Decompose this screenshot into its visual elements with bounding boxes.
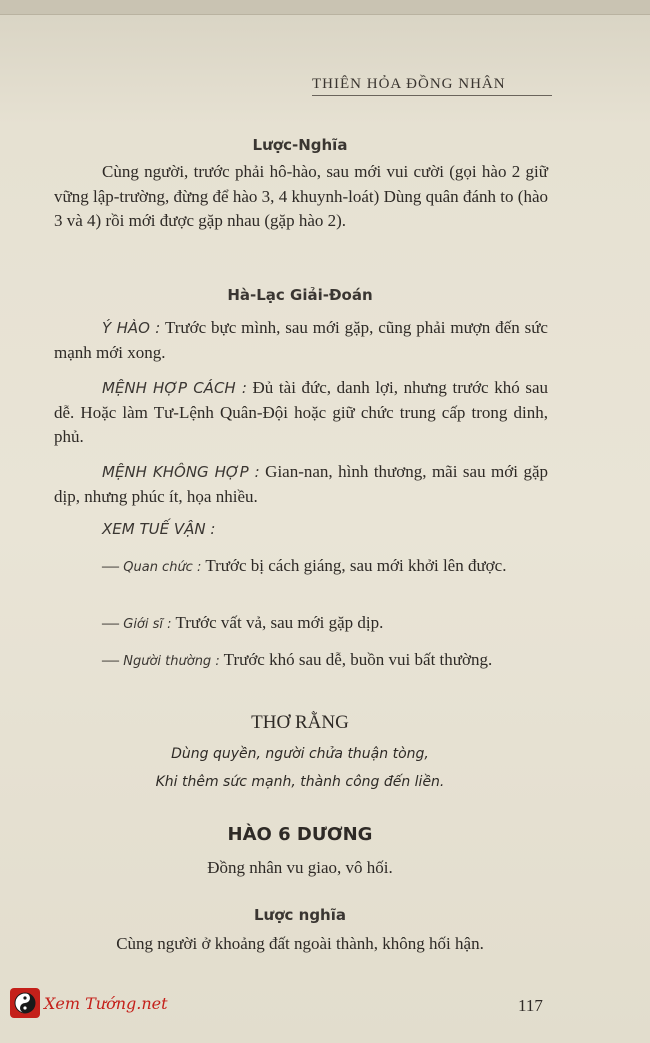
paragraph-menh-khong-hop bbox=[54, 460, 548, 509]
paragraph-y-hao bbox=[54, 316, 548, 365]
label-xem-tue-van: XEM TUẾ VẬN : bbox=[102, 520, 216, 538]
watermark-logo[interactable] bbox=[10, 988, 168, 1018]
running-head: THIÊN HỎA ĐỒNG NHÂN bbox=[312, 76, 552, 96]
label-quan-chuc: Quan chức : bbox=[123, 560, 202, 575]
section-heading-luoc-nghia: Lược-Nghĩa bbox=[252, 136, 348, 154]
yin-yang-icon bbox=[10, 988, 40, 1018]
text-menh-khong-hop: Gian-nan, hình thương, mãi sau mới gặp dịp, nhưng phúc ít, họa nhiều. bbox=[54, 462, 548, 506]
text-nguoi-thuong: Trước khó sau dễ, buồn vui bất thường. bbox=[223, 650, 493, 669]
paragraph-gioi-si bbox=[54, 611, 548, 638]
poem-title: THƠ RẰNG bbox=[251, 712, 349, 733]
watermark-text: Xem Tướng.net bbox=[44, 993, 168, 1013]
page-top-edge bbox=[0, 0, 650, 15]
dash: — bbox=[102, 650, 119, 669]
text-y-hao: Trước bực mình, sau mới gặp, cũng phải mượn đến sức mạnh mới xong. bbox=[54, 318, 548, 362]
hao6-line: Đồng nhân vu giao, vô hối. bbox=[207, 858, 393, 877]
label-y-hao: Ý HÀO : bbox=[102, 319, 161, 337]
paragraph-nguoi-thuong bbox=[54, 648, 548, 675]
hao6-subheading: Lược nghĩa bbox=[253, 906, 346, 924]
label-menh-hop: MỆNH HỢP CÁCH : bbox=[102, 379, 247, 397]
label-menh-khong-hop: MỆNH KHÔNG HỢP : bbox=[102, 463, 260, 481]
label-nguoi-thuong: Người thường : bbox=[123, 654, 220, 669]
section-heading-ha-lac: Hà-Lạc Giải-Đoán bbox=[227, 286, 373, 304]
hao6-heading: HÀO 6 DƯƠNG bbox=[227, 824, 373, 845]
paragraph-xem-tue-van bbox=[54, 517, 548, 542]
text-gioi-si: Trước vất vả, sau mới gặp dịp. bbox=[175, 613, 384, 632]
hao6-text: Cùng người ở khoảng đất ngoài thành, không hối hận. bbox=[116, 934, 484, 953]
paragraph-menh-hop bbox=[54, 376, 548, 450]
label-gioi-si: Giới sĩ : bbox=[123, 617, 172, 632]
text-quan-chuc: Trước bị cách giáng, sau mới khởi lên được. bbox=[205, 556, 507, 575]
dash: — bbox=[102, 556, 119, 575]
poem-line-1: Dùng quyền, người chửa thuận tòng, bbox=[171, 746, 429, 762]
text-menh-hop: Đủ tài đức, danh lợi, nhưng trước khó sau dễ. Hoặc làm Tư-Lệnh Quân-Đội hoặc giữ chức trung cấp trong dinh, phủ. bbox=[54, 378, 548, 446]
paragraph-quan-chuc bbox=[54, 554, 548, 581]
paragraph-luoc-nghia: Cùng người, trước phải hô-hào, sau mới vui cười (gọi hào 2 giữ vững lập-trường, đừng để hào 3, 4 khuynh-loát) Dùng quân đánh to (hào 3 và 4) rồi mới được gặp nhau (gặp hào 2). bbox=[54, 162, 548, 230]
poem-line-2: Khi thêm sức mạnh, thành công đến liền. bbox=[155, 774, 445, 790]
page-number: 117 bbox=[518, 996, 543, 1015]
dash: — bbox=[102, 613, 119, 632]
